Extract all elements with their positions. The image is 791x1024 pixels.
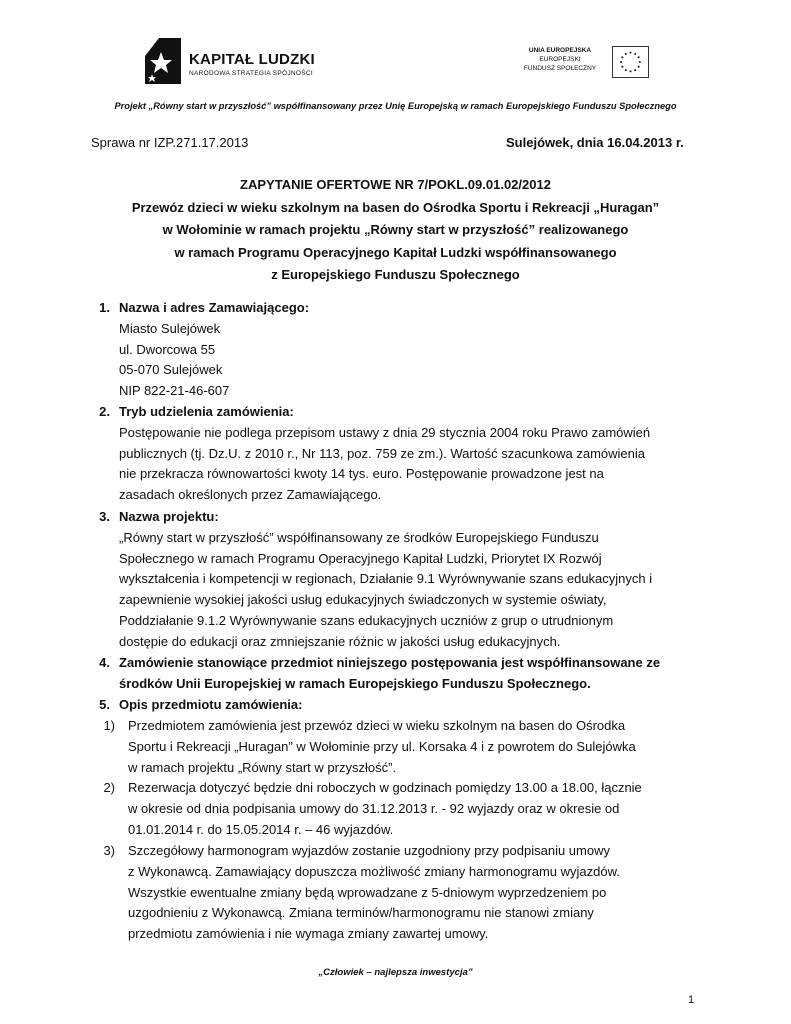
item-1-line: w ramach projektu „Równy start w przyszłość”. xyxy=(128,759,397,775)
item-1-line: Sportu i Rekreacji „Huragan” w Wołominie przy ul. Korsaka 4 i z powrotem do Sulejówka xyxy=(128,738,636,754)
case-number: Sprawa nr IZP.271.17.2013 xyxy=(91,135,249,150)
section-3-line: „Równy start w przyszłość” współfinansowany ze środków Europejskiego Funduszu xyxy=(119,529,599,545)
section-3-line: Poddziałanie 9.1.2 Wyrównywanie szans edukacyjnych uczniów z grup o utrudnionym xyxy=(119,612,614,628)
section-1-line: 05-070 Sulejówek xyxy=(119,362,223,378)
project-funding-line: Projekt „Równy start w przyszłość” współfinansowany przez Unię Europejską w ramach Europejskiego Funduszu Społecznego xyxy=(114,101,677,111)
eu-logo-line3: FUNDUSZ SPOŁECZNY xyxy=(523,65,597,72)
kapital-ludzki-subtitle: NARODOWA STRATEGIA SPÓJNOŚCI xyxy=(189,70,313,77)
title-line: Przewóz dzieci w wieku szkolnym na basen do Ośrodka Sportu i Rekreacji „Huragan” xyxy=(131,199,660,215)
item-2-number: 2) xyxy=(103,780,115,795)
section-2-line: nie przekracza równowartości kwoty 14 tys. euro. Postępowanie prowadzone jest na xyxy=(119,466,604,482)
section-1-line: ul. Dworcowa 55 xyxy=(119,341,216,357)
section-1 xyxy=(119,298,699,402)
item-1-line: Przedmiotem zamówienia jest przewóz dzieci w wieku szkolnym na basen do Ośrodka xyxy=(128,718,626,733)
title-line: w Wołominie w ramach projektu „Równy start w przyszłość” realizowanego xyxy=(162,222,629,237)
section-2-number: 2. xyxy=(99,404,110,419)
eu-logo-line1: UNIA EUROPEJSKA xyxy=(528,47,592,54)
item-3-line: z Wykonawcą. Zamawiający dopuszcza możliwość zmiany harmonogramu wyjazdów. xyxy=(128,863,620,879)
section-2-heading: Tryb udzielenia zamówienia: xyxy=(119,404,294,419)
page-number: 1 xyxy=(688,994,695,1006)
item-3-line: Szczegółowy harmonogram wyjazdów zostanie uzgodniony przy podpisaniu umowy xyxy=(128,843,610,858)
place-date: Sulejówek, dnia 16.04.2013 r. xyxy=(506,135,684,150)
title-line: z Europejskiego Funduszu Społecznego xyxy=(271,267,520,282)
item-1-number: 1) xyxy=(103,718,115,733)
section-1-number: 1. xyxy=(99,300,110,315)
kapital-ludzki-logo xyxy=(145,38,345,84)
section-3-line: Społecznego w ramach Programu Operacyjnego Kapitał Ludzki, Priorytet IX Rozwój xyxy=(119,550,602,566)
eu-flag-icon xyxy=(612,46,649,78)
section-3 xyxy=(119,507,699,653)
section-5-number: 5. xyxy=(99,697,110,712)
footer-motto: „Człowiek – najlepsza inwestycja” xyxy=(318,967,473,978)
kapital-ludzki-title: KAPITAŁ LUDZKI xyxy=(189,51,315,68)
item-3-line: przedmiotu zamówienia i nie wymaga zmiany zawartej umowy. xyxy=(128,926,489,942)
section-1-line: Miasto Sulejówek xyxy=(119,320,221,336)
section-2-line: zasadach określonych przez Zamawiającego. xyxy=(119,487,382,503)
section-3-line: dostępie do edukacji oraz zmniejszanie różnic w jakości usług edukacyjnych. xyxy=(119,633,561,649)
section-3-line: zapewnienie wysokiej jakości usług edukacyjnych świadczonych w systemie oświaty, xyxy=(119,592,607,608)
item-3 xyxy=(128,841,700,945)
section-3-number: 3. xyxy=(99,509,110,524)
eu-logo xyxy=(514,46,649,80)
section-5-heading: Opis przedmiotu zamówienia: xyxy=(119,697,303,712)
item-3-line: Wszystkie ewentualne zmiany będą wprowadzane z 5-dniowym wyprzedzeniem po xyxy=(128,884,607,900)
item-2 xyxy=(128,778,700,840)
item-1 xyxy=(128,716,700,778)
eu-logo-text xyxy=(514,46,606,73)
section-1-heading: Nazwa i adres Zamawiającego: xyxy=(119,300,310,315)
section-3-heading: Nazwa projektu: xyxy=(119,509,219,524)
item-3-line: uzgodnieniu z Wykonawcą. Zmiana terminów/harmonogramu nie stanowi zmiany xyxy=(128,905,594,921)
item-2-line: 01.01.2014 r. do 15.05.2014 r. – 46 wyjazdów. xyxy=(128,821,394,837)
section-1-line: NIP 822-21-46-607 xyxy=(119,383,230,399)
section-2-line: publicznych (tj. Dz.U. z 2010 r., Nr 113, poz. 759 ze zm.). Wartość szacunkowa zamówienia xyxy=(119,445,645,461)
section-4-line: Zamówienie stanowiące przedmiot niniejszego postępowania jest współfinansowane ze xyxy=(119,655,661,670)
section-2 xyxy=(119,402,699,506)
document-title xyxy=(60,174,731,287)
section-3-line: wykształcenia i kompetencji w regionach, Działanie 9.1 Wyrównywanie szans edukacyjnych i xyxy=(119,571,653,587)
item-2-line: Rezerwacja dotyczyć będzie dni roboczych w godzinach pomiędzy 13.00 a 18.00, łącznie xyxy=(128,780,642,795)
section-4-line: środków Unii Europejskiej w ramach Europejskiego Funduszu Społecznego. xyxy=(119,675,591,691)
kapital-ludzki-star-icon xyxy=(145,38,181,84)
eu-logo-line2: EUROPEJSKI xyxy=(539,56,581,63)
section-4 xyxy=(119,653,699,695)
title-line: ZAPYTANIE OFERTOWE NR 7/POKL.09.01.02/2012 xyxy=(240,177,551,192)
title-line: w ramach Programu Operacyjnego Kapitał Ludzki współfinansowanego xyxy=(174,244,617,260)
item-3-number: 3) xyxy=(103,843,115,858)
section-4-number: 4. xyxy=(99,655,110,670)
item-2-line: w okresie od dnia podpisania umowy do 31.12.2013 r. - 92 wyjazdy oraz w okresie od xyxy=(128,800,620,816)
section-2-line: Postępowanie nie podlega przepisom ustawy z dnia 29 stycznia 2004 roku Prawo zamówień xyxy=(119,424,651,440)
